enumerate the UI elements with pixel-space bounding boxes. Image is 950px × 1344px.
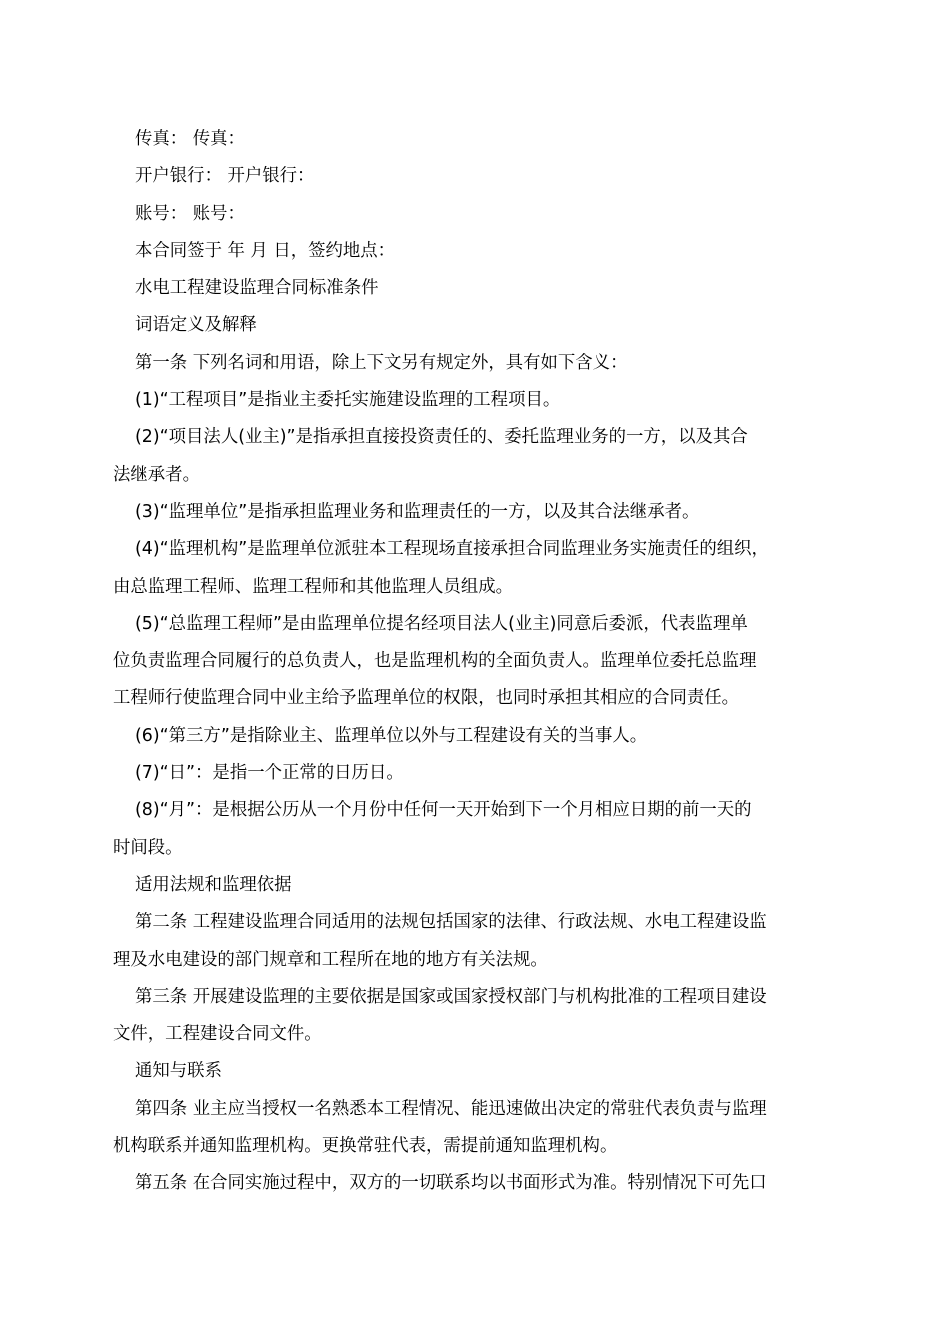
section-heading: 词语定义及解释 [135, 315, 257, 336]
section-heading: 适用法规和监理依据 [135, 874, 292, 895]
paragraph-line: 法继承者。 [113, 464, 200, 485]
paragraph-line: 文件，工程建设合同文件。 [113, 1024, 322, 1045]
paragraph-line: 由总监理工程师、监理工程师和其他监理人员组成。 [113, 576, 513, 597]
section-heading: 通知与联系 [135, 1061, 222, 1082]
paragraph-line: 机构联系并通知监理机构。更换常驻代表，需提前通知监理机构。 [113, 1136, 618, 1157]
paragraph-line: 第四条 业主应当授权一名熟悉本工程情况、能迅速做出决定的常驻代表负责与监理 [135, 1098, 767, 1119]
paragraph-line: (7)“日”：是指一个正常的日历日。 [135, 763, 404, 784]
paragraph-line: 第二条 工程建设监理合同适用的法规包括国家的法律、行政法规、水电工程建设监 [135, 912, 767, 933]
section-title: 水电工程建设监理合同标准条件 [135, 278, 379, 299]
paragraph-line: 第一条 下列名词和用语，除上下文另有规定外，具有如下含义： [135, 352, 628, 373]
paragraph-line: 工程师行使监理合同中业主给予监理单位的权限，也同时承担其相应的合同责任。 [113, 688, 740, 709]
paragraph-line: (5)“总监理工程师”是由监理单位提名经项目法人(业主)同意后委派，代表监理单 [135, 613, 748, 634]
paragraph-line: (1)“工程项目”是指业主委托实施建设监理的工程项目。 [135, 390, 561, 411]
paragraph-line: 位负责监理合同履行的总负责人，也是监理机构的全面负责人。监理单位委托总监理 [113, 651, 757, 672]
paragraph-line: (4)“监理机构”是监理单位派驻本工程现场直接承担合同监理业务实施责任的组织， [135, 539, 769, 560]
document-body [113, 121, 843, 1203]
account-line: 账号： 账号： [135, 203, 245, 224]
paragraph-line: (6)“第三方”是指除业主、监理单位以外与工程建设有关的当事人。 [135, 725, 648, 746]
paragraph-line: 理及水电建设的部门规章和工程所在地的地方有关法规。 [113, 949, 548, 970]
paragraph-line: (8)“月”：是根据公历从一个月份中任何一天开始到下一个月相应日期的前一天的 [135, 800, 752, 821]
signing-line: 本合同签于 年 月 日，签约地点： [135, 240, 396, 261]
paragraph-line: 第五条 在合同实施过程中，双方的一切联系均以书面形式为准。特别情况下可先口 [135, 1173, 767, 1194]
paragraph-line: 时间段。 [113, 837, 183, 858]
bank-line: 开户银行： 开户银行： [135, 166, 315, 187]
fax-line: 传真： 传真： [135, 129, 245, 149]
paragraph-line: (3)“监理单位”是指承担监理业务和监理责任的一方，以及其合法继承者。 [135, 501, 700, 522]
paragraph-line: (2)“项目法人(业主)”是指承担直接投资责任的、委托监理业务的一方，以及其合 [135, 427, 748, 448]
paragraph-line: 第三条 开展建设监理的主要依据是国家或国家授权部门与机构批准的工程项目建设 [135, 986, 767, 1007]
